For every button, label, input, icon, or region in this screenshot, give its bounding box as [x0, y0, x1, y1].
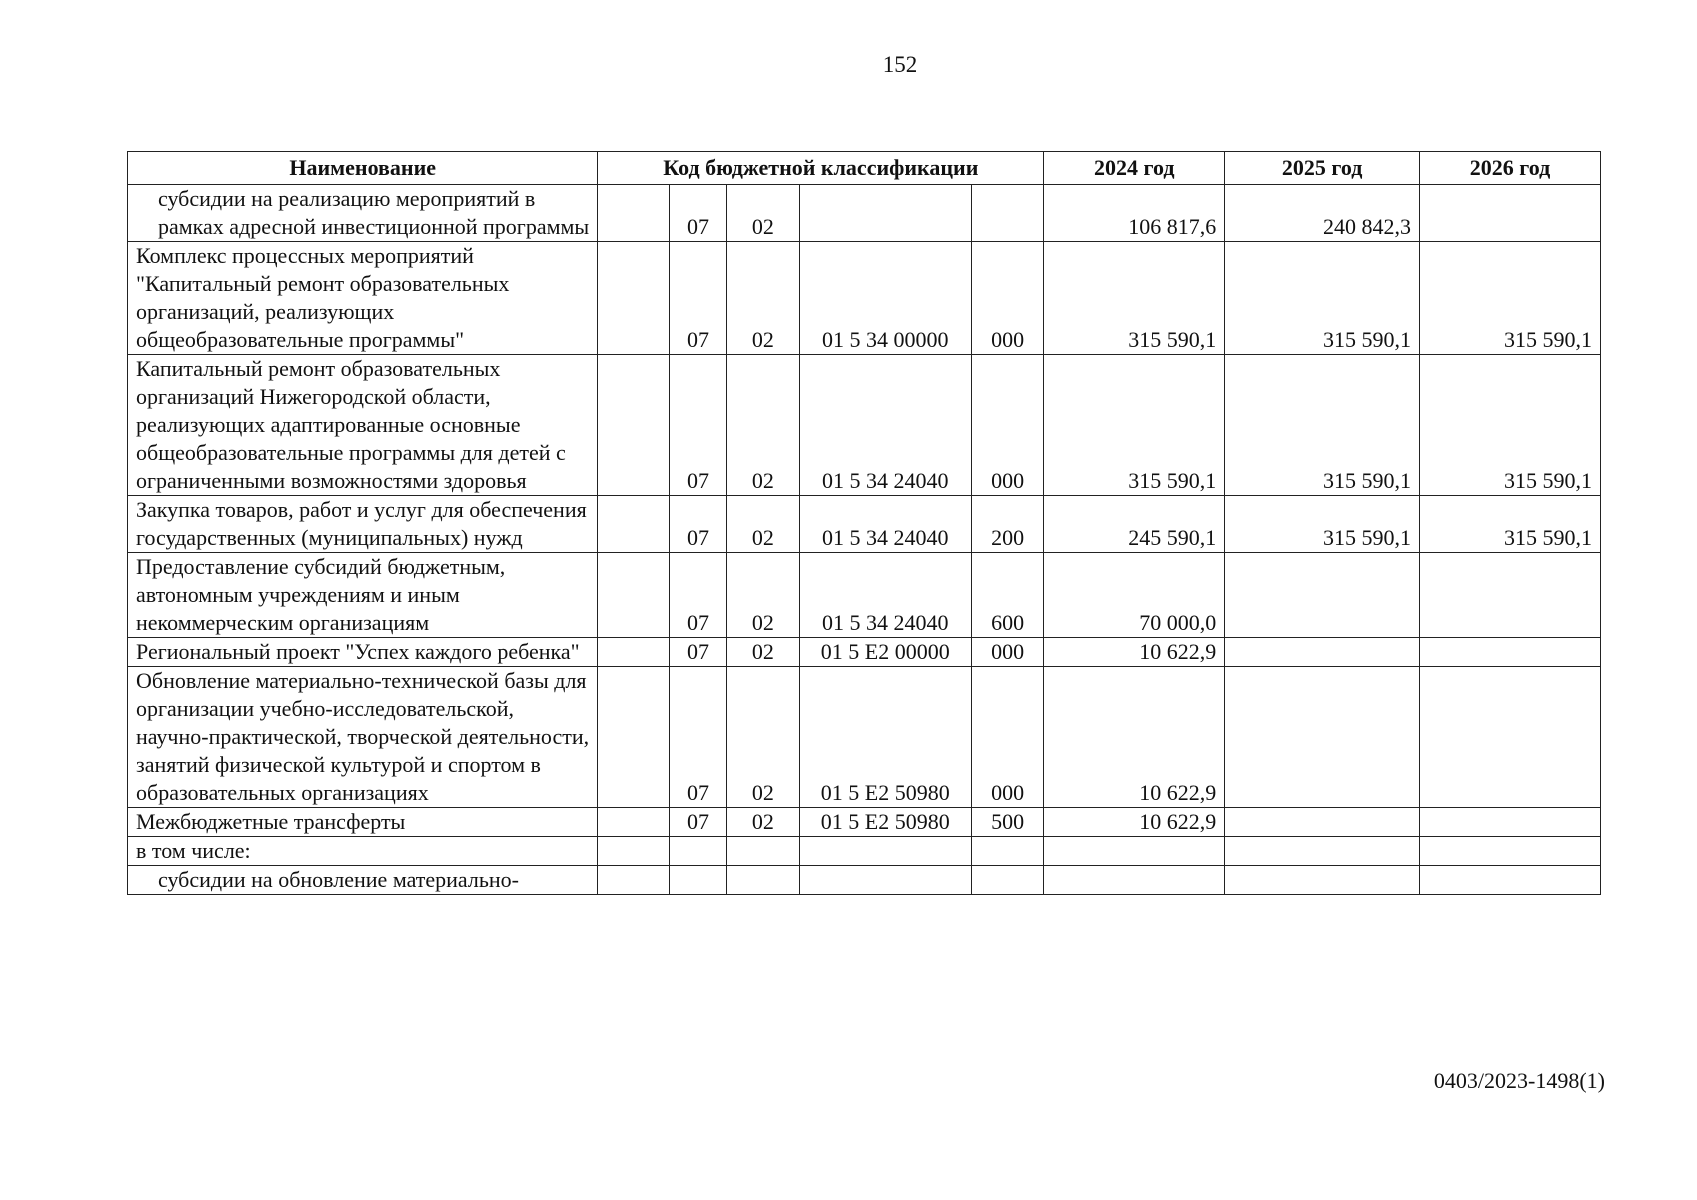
- code-target-article: [799, 185, 971, 242]
- value-2024: 10 622,9: [1044, 667, 1225, 808]
- code-section: 07: [669, 355, 726, 496]
- code-subsection: [727, 837, 799, 866]
- value-2025: 315 590,1: [1225, 355, 1420, 496]
- value-2024: 10 622,9: [1044, 638, 1225, 667]
- table-row: [128, 667, 1601, 808]
- table-row: [128, 496, 1601, 553]
- code-subsection: 02: [727, 242, 799, 355]
- value-2024: [1044, 866, 1225, 895]
- value-2026: [1420, 808, 1601, 837]
- code-expense-type: 000: [971, 638, 1043, 667]
- code-col-1: [598, 355, 669, 496]
- code-col-1: [598, 667, 669, 808]
- header-2026: 2026 год: [1420, 152, 1601, 185]
- table-row: [128, 866, 1601, 895]
- value-2026: [1420, 185, 1601, 242]
- code-target-article: [799, 866, 971, 895]
- code-expense-type: 600: [971, 553, 1043, 638]
- code-target-article: 01 5 E2 50980: [799, 808, 971, 837]
- code-subsection: [727, 866, 799, 895]
- value-2025: [1225, 638, 1420, 667]
- header-2024: 2024 год: [1044, 152, 1225, 185]
- value-2026: [1420, 866, 1601, 895]
- value-2024: [1044, 837, 1225, 866]
- value-2026: [1420, 638, 1601, 667]
- row-name: Капитальный ремонт образовательных организаций Нижегородской области, реализующих адаптированные основные общеобразовательные программы для детей с ограниченными возможностями здоровья: [128, 355, 598, 496]
- header-2025: 2025 год: [1225, 152, 1420, 185]
- value-2026: 315 590,1: [1420, 496, 1601, 553]
- value-2024: 315 590,1: [1044, 242, 1225, 355]
- code-expense-type: 200: [971, 496, 1043, 553]
- code-subsection: 02: [727, 496, 799, 553]
- row-name: Межбюджетные трансферты: [128, 808, 598, 837]
- value-2024: 315 590,1: [1044, 355, 1225, 496]
- code-col-1: [598, 242, 669, 355]
- code-expense-type: [971, 866, 1043, 895]
- value-2024: 245 590,1: [1044, 496, 1225, 553]
- value-2025: 240 842,3: [1225, 185, 1420, 242]
- value-2025: [1225, 667, 1420, 808]
- value-2026: [1420, 553, 1601, 638]
- code-col-1: [598, 638, 669, 667]
- row-name: Закупка товаров, работ и услуг для обеспечения государственных (муниципальных) нужд: [128, 496, 598, 553]
- code-target-article: 01 5 34 00000: [799, 242, 971, 355]
- row-name: Обновление материально-технической базы для организации учебно-исследовательской, научно-практической, творческой деятельности, занятий физической культурой и спортом в образовательных организациях: [128, 667, 598, 808]
- code-col-1: [598, 496, 669, 553]
- code-section: [669, 837, 726, 866]
- code-expense-type: 500: [971, 808, 1043, 837]
- value-2025: 315 590,1: [1225, 242, 1420, 355]
- code-subsection: 02: [727, 185, 799, 242]
- code-target-article: 01 5 34 24040: [799, 496, 971, 553]
- code-section: [669, 866, 726, 895]
- table-header-row: [128, 152, 1601, 185]
- code-target-article: 01 5 E2 00000: [799, 638, 971, 667]
- value-2024: 10 622,9: [1044, 808, 1225, 837]
- code-col-1: [598, 837, 669, 866]
- table-row: [128, 355, 1601, 496]
- value-2025: [1225, 553, 1420, 638]
- value-2026: 315 590,1: [1420, 355, 1601, 496]
- row-name: Предоставление субсидий бюджетным, автономным учреждениям и иным некоммерческим организациям: [128, 553, 598, 638]
- code-subsection: 02: [727, 638, 799, 667]
- row-name: в том числе:: [128, 837, 598, 866]
- value-2025: [1225, 866, 1420, 895]
- code-section: 07: [669, 667, 726, 808]
- table-row: [128, 553, 1601, 638]
- code-expense-type: 000: [971, 667, 1043, 808]
- document-code: 0403/2023-1498(1): [1433, 1068, 1605, 1093]
- code-section: 07: [669, 638, 726, 667]
- code-expense-type: 000: [971, 355, 1043, 496]
- code-target-article: 01 5 34 24040: [799, 355, 971, 496]
- code-col-1: [598, 553, 669, 638]
- row-name: субсидии на обновление материально-: [128, 866, 598, 895]
- table-row: [128, 638, 1601, 667]
- code-section: 07: [669, 185, 726, 242]
- code-subsection: 02: [727, 355, 799, 496]
- code-subsection: 02: [727, 808, 799, 837]
- code-section: 07: [669, 242, 726, 355]
- code-subsection: 02: [727, 553, 799, 638]
- code-expense-type: [971, 185, 1043, 242]
- code-col-1: [598, 808, 669, 837]
- code-subsection: 02: [727, 667, 799, 808]
- budget-table: [127, 151, 1601, 895]
- value-2024: 106 817,6: [1044, 185, 1225, 242]
- code-expense-type: [971, 837, 1043, 866]
- value-2024: 70 000,0: [1044, 553, 1225, 638]
- row-name: Комплекс процессных мероприятий "Капитальный ремонт образовательных организаций, реализующих общеобразовательные программы": [128, 242, 598, 355]
- code-section: 07: [669, 808, 726, 837]
- code-target-article: 01 5 E2 50980: [799, 667, 971, 808]
- code-target-article: 01 5 34 24040: [799, 553, 971, 638]
- page-number: 152: [882, 52, 918, 77]
- table-row: [128, 242, 1601, 355]
- code-col-1: [598, 866, 669, 895]
- value-2025: [1225, 808, 1420, 837]
- value-2025: [1225, 837, 1420, 866]
- code-target-article: [799, 837, 971, 866]
- code-col-1: [598, 185, 669, 242]
- table-row: [128, 185, 1601, 242]
- row-name: субсидии на реализацию мероприятий в рамках адресной инвестиционной программы: [128, 185, 598, 242]
- value-2026: [1420, 837, 1601, 866]
- header-budget-code: Код бюджетной классификации: [598, 152, 1044, 185]
- code-section: 07: [669, 496, 726, 553]
- value-2026: 315 590,1: [1420, 242, 1601, 355]
- code-section: 07: [669, 553, 726, 638]
- code-expense-type: 000: [971, 242, 1043, 355]
- header-name: Наименование: [128, 152, 598, 185]
- value-2026: [1420, 667, 1601, 808]
- table-row: [128, 808, 1601, 837]
- table-row: [128, 837, 1601, 866]
- value-2025: 315 590,1: [1225, 496, 1420, 553]
- row-name: Региональный проект "Успех каждого ребенка": [128, 638, 598, 667]
